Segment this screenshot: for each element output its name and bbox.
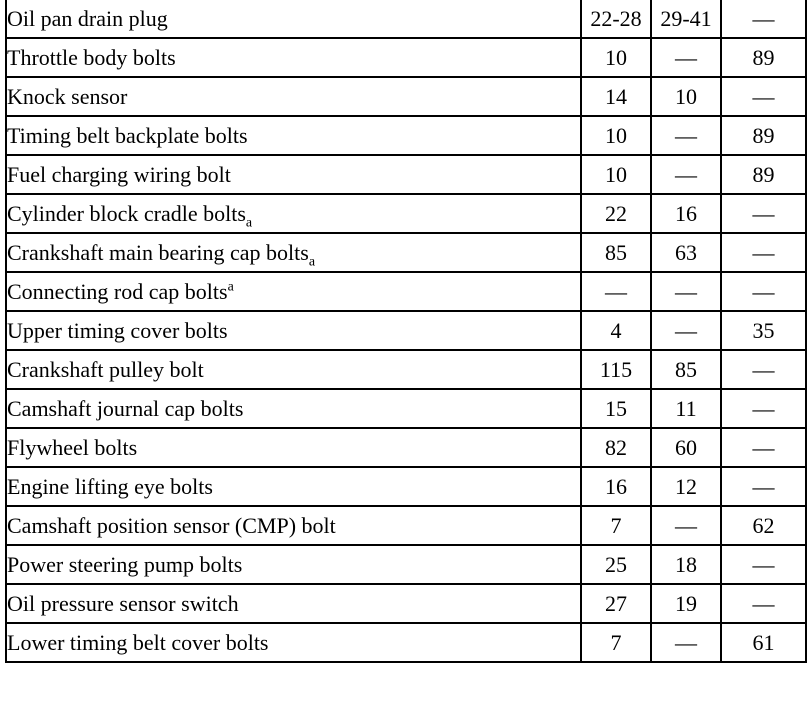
table-row (6, 584, 806, 623)
table-row (6, 233, 806, 272)
value-nm-cell: 25 (581, 545, 651, 584)
value-lb-in-cell: — (721, 77, 806, 116)
value-nm-cell: 14 (581, 77, 651, 116)
value-nm-cell: — (581, 272, 651, 311)
component-name: Crankshaft main bearing cap bolts (7, 239, 309, 265)
component-name-cell (6, 467, 581, 506)
value-nm-cell: 7 (581, 623, 651, 662)
value-lb-in-cell: 61 (721, 623, 806, 662)
component-name: Cylinder block cradle bolts (7, 200, 246, 226)
table-row (6, 77, 806, 116)
component-name: Engine lifting eye bolts (7, 473, 213, 499)
value-lb-ft-cell: 29-41 (651, 0, 721, 38)
component-name: Connecting rod cap bolts (7, 278, 228, 304)
value-lb-in-cell: 89 (721, 38, 806, 77)
value-nm-cell: 4 (581, 311, 651, 350)
value-lb-in-cell: 89 (721, 116, 806, 155)
value-nm-cell: 7 (581, 506, 651, 545)
component-name: Knock sensor (7, 83, 128, 109)
component-name-cell (6, 38, 581, 77)
value-lb-in-cell: 62 (721, 506, 806, 545)
table-row (6, 38, 806, 77)
component-name: Flywheel bolts (7, 434, 138, 460)
value-nm-cell: 10 (581, 38, 651, 77)
value-nm-cell: 27 (581, 584, 651, 623)
component-name-cell (6, 77, 581, 116)
value-lb-ft-cell: 16 (651, 194, 721, 233)
component-name-cell (6, 584, 581, 623)
table-row (6, 155, 806, 194)
value-nm-cell: 115 (581, 350, 651, 389)
value-nm-cell: 22-28 (581, 0, 651, 38)
table-row (6, 545, 806, 584)
component-name: Oil pressure sensor switch (7, 590, 239, 616)
component-name-cell (6, 350, 581, 389)
table-row (6, 389, 806, 428)
component-name: Lower timing belt cover bolts (7, 629, 269, 655)
value-lb-in-cell: — (721, 233, 806, 272)
component-name: Throttle body bolts (7, 44, 176, 70)
value-lb-ft-cell: — (651, 116, 721, 155)
footnote-marker: a (308, 253, 316, 269)
value-lb-ft-cell: 10 (651, 77, 721, 116)
table-row (6, 0, 806, 38)
value-nm-cell: 16 (581, 467, 651, 506)
value-nm-cell: 15 (581, 389, 651, 428)
component-name-cell (6, 545, 581, 584)
torque-spec-table (5, 0, 807, 663)
value-lb-in-cell: — (721, 194, 806, 233)
torque-spec-body (6, 0, 806, 662)
table-row (6, 467, 806, 506)
table-row (6, 311, 806, 350)
component-name: Fuel charging wiring bolt (7, 161, 231, 187)
value-lb-ft-cell: 11 (651, 389, 721, 428)
component-name-cell (6, 0, 581, 38)
footnote-marker: a (227, 279, 234, 295)
component-name-cell (6, 311, 581, 350)
component-name: Power steering pump bolts (7, 551, 243, 577)
value-lb-in-cell: 89 (721, 155, 806, 194)
value-lb-in-cell: — (721, 350, 806, 389)
component-name-cell (6, 233, 581, 272)
footnote-marker: a (245, 214, 253, 230)
component-name: Crankshaft pulley bolt (7, 356, 204, 382)
value-lb-in-cell: — (721, 272, 806, 311)
component-name-cell (6, 389, 581, 428)
component-name: Camshaft position sensor (CMP) bolt (7, 512, 336, 538)
component-name-cell (6, 623, 581, 662)
value-lb-in-cell: — (721, 467, 806, 506)
value-lb-ft-cell: 18 (651, 545, 721, 584)
value-lb-ft-cell: — (651, 623, 721, 662)
value-nm-cell: 22 (581, 194, 651, 233)
table-row (6, 506, 806, 545)
value-lb-ft-cell: — (651, 38, 721, 77)
table-row (6, 116, 806, 155)
value-nm-cell: 82 (581, 428, 651, 467)
value-lb-in-cell: 35 (721, 311, 806, 350)
table-row (6, 623, 806, 662)
value-lb-in-cell: — (721, 389, 806, 428)
component-name-cell (6, 155, 581, 194)
value-lb-in-cell: — (721, 0, 806, 38)
value-lb-in-cell: — (721, 584, 806, 623)
value-lb-in-cell: — (721, 428, 806, 467)
value-lb-ft-cell: 85 (651, 350, 721, 389)
component-name-cell (6, 428, 581, 467)
value-lb-ft-cell: — (651, 155, 721, 194)
value-nm-cell: 85 (581, 233, 651, 272)
value-lb-in-cell: — (721, 545, 806, 584)
component-name: Timing belt backplate bolts (7, 122, 248, 148)
value-lb-ft-cell: — (651, 506, 721, 545)
value-nm-cell: 10 (581, 155, 651, 194)
value-lb-ft-cell: — (651, 311, 721, 350)
value-lb-ft-cell: 63 (651, 233, 721, 272)
component-name-cell (6, 506, 581, 545)
component-name: Oil pan drain plug (7, 5, 168, 31)
value-lb-ft-cell: — (651, 272, 721, 311)
table-row (6, 194, 806, 233)
table-row (6, 272, 806, 311)
component-name: Camshaft journal cap bolts (7, 395, 244, 421)
value-lb-ft-cell: 19 (651, 584, 721, 623)
component-name-cell (6, 116, 581, 155)
value-nm-cell: 10 (581, 116, 651, 155)
table-row (6, 428, 806, 467)
value-lb-ft-cell: 12 (651, 467, 721, 506)
component-name: Upper timing cover bolts (7, 317, 228, 343)
value-lb-ft-cell: 60 (651, 428, 721, 467)
component-name-cell (6, 194, 581, 233)
component-name-cell (6, 272, 581, 311)
table-row (6, 350, 806, 389)
